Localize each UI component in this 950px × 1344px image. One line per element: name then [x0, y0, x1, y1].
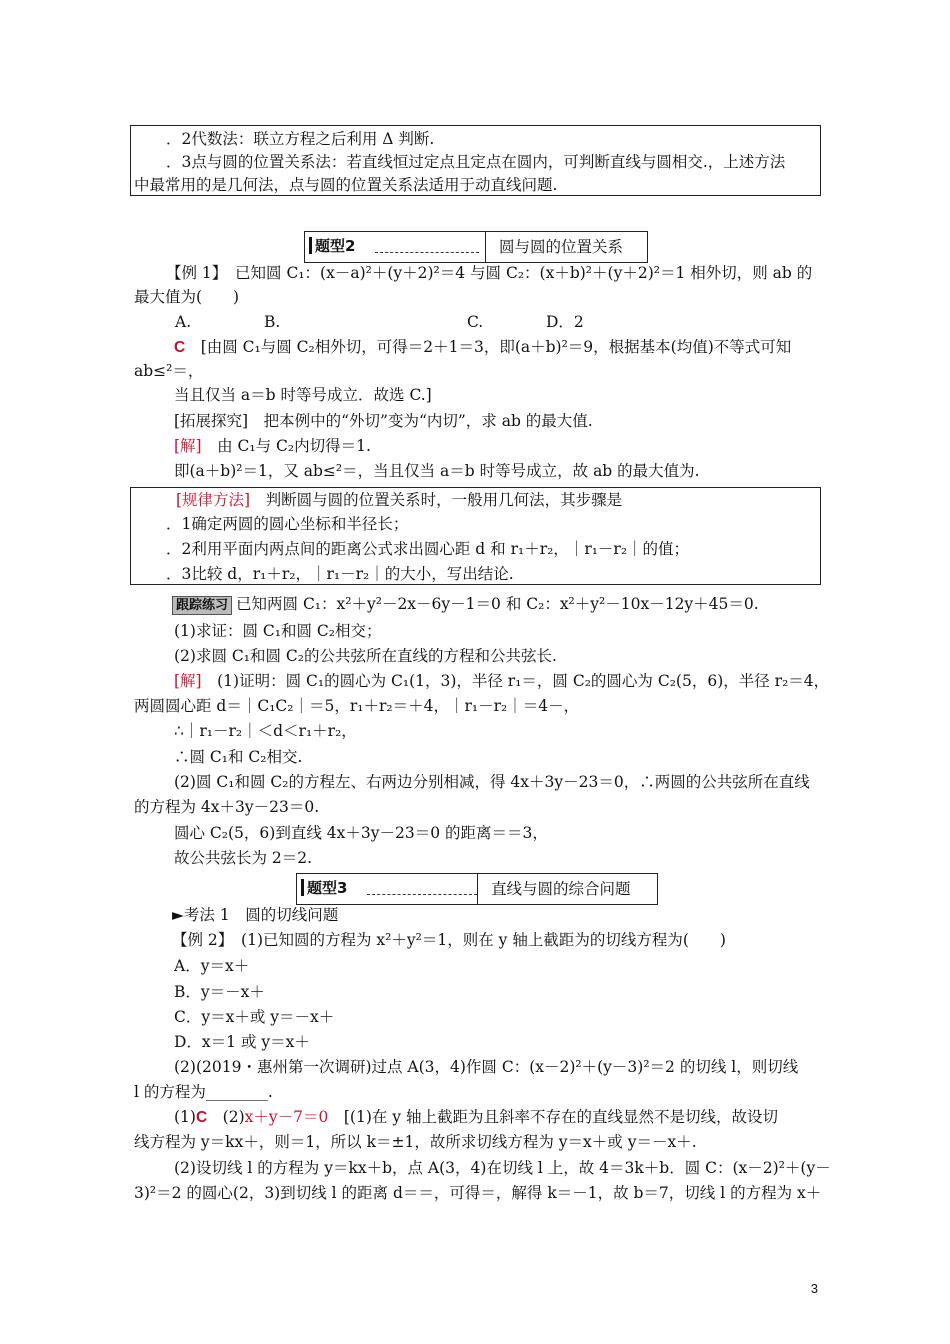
example2-q2-line-2: l 的方程为________. — [134, 1083, 273, 1101]
example1-stem-1: 【例 1】 已知圆 C₁：(x－a)²＋(y＋2)²＝4 与圆 C₂：(x＋b)²＋(y＋2)²＝1 相外切，则 ab 的 — [166, 264, 813, 282]
section-title: 圆与圆的位置关系 — [499, 238, 624, 256]
example2-option-c: C．y＝x＋或 y＝－x＋ — [174, 1008, 335, 1026]
page-number: 3 — [810, 1281, 818, 1296]
practice-q1: (1)求证：圆 C₁和圆 C₂相交； — [174, 622, 382, 640]
practice-solution-5: (2)圆 C₁和圆 C₂的方程左、右两边分别相减，得 4x＋3y－23＝0，∴两圆的公共弦所在直线 — [174, 773, 810, 791]
example1-option-b: B. — [264, 313, 281, 331]
example2-solution-4: 3)²＝2 的圆心(2，3)到切线 l 的距离 d＝＝，可得＝，解得 k＝－1，故 b＝7，切线 l 的方程为 x＋ — [134, 1184, 822, 1202]
example1-option-c: C. — [467, 313, 484, 331]
answer-1: C — [195, 1109, 208, 1126]
practice-stem: 跟踪练习 已知两圆 C₁：x²＋y²－2x－6y－1＝0 和 C₂：x²＋y²－10x－12y＋45＝0. — [172, 593, 759, 615]
example1-option-d: D．2 — [546, 313, 584, 331]
example2-solution-3: (2)设切线 l 的方程为 y＝kx＋b，点 A(3，4)在切线 l 上，故 4＝3k＋b．圆 C：(x－2)²＋(y－ — [174, 1159, 831, 1177]
practice-solution-4: ∴圆 C₁和 C₂相交. — [174, 748, 303, 766]
example2-answer-line: (1)C (2)x＋y－7＝0 [(1)在 y 轴上截距为且斜率不存在的直线显然不是切线，故设切 — [174, 1108, 778, 1126]
practice-solution-7: 圆心 C₂(5，6)到直线 4x＋3y－23＝0 的距离＝＝3， — [174, 824, 548, 842]
example2-solution-2: 线方程为 y＝kx＋，则＝1，所以 k＝±1，故所求切线方程为 y＝x＋或 y＝－x＋. — [134, 1133, 697, 1151]
header-dash — [367, 894, 477, 895]
extension-answer-1: [解] 由 C₁与 C₂内切得＝1. — [174, 437, 371, 455]
header-divider — [485, 232, 486, 262]
example1-stem-2: 最大值为( ) — [134, 288, 240, 306]
section-tag: 题型2 — [309, 235, 355, 256]
summary-line-3: 中最常用的是几何法，点与圆的位置关系法适用于动直线问题. — [134, 176, 558, 194]
method-line-2: ．1确定两圆的圆心坐标和半径长； — [166, 515, 409, 533]
jie-label: [解] — [174, 437, 202, 455]
answer-2: x＋y－7＝0 — [244, 1108, 329, 1126]
header-dash — [375, 252, 479, 253]
extension-answer-2: 即(a＋b)²＝1，又 ab≤²＝，当且仅当 a＝b 时等号成立，故 ab 的最大值为. — [174, 462, 700, 480]
method-line-1: [规律方法] 判断圆与圆的位置关系时，一般用几何法，其步骤是 — [176, 491, 623, 509]
section-title: 直线与圆的综合问题 — [491, 880, 631, 898]
summary-line-1: ．2代数法：联立方程之后利用 Δ 判断. — [166, 130, 435, 148]
section-header-type2 — [304, 231, 648, 263]
summary-line-2: ．3点与圆的位置关系法：若直线恒过定点且定点在圆内，可判断直线与圆相交.，上述方法 — [166, 153, 786, 171]
example1-solution-2: ab≤²＝， — [134, 362, 204, 380]
example1-solution-3: 当且仅当 a＝b 时等号成立．故选 C.] — [174, 386, 432, 404]
example1-option-a: A. — [175, 313, 192, 331]
practice-solution-3: ∴｜r₁－r₂｜＜d＜r₁＋r₂， — [174, 722, 357, 740]
method-line-3: ．2利用平面内两点间的距离公式求出圆心距 d 和 r₁＋r₂，｜r₁－r₂｜的值； — [166, 540, 690, 558]
jie-label: [解] — [174, 672, 202, 690]
example-label: 【例 2】 — [172, 931, 226, 949]
example1-solution-1: C [由圆 C₁与圆 C₂相外切，可得＝2＋1＝3，即(a＋b)²＝9，根据基本(均值)不等式可知 — [174, 338, 792, 356]
kaofa-heading: ►考法 1 圆的切线问题 — [172, 906, 339, 924]
header-divider — [477, 874, 478, 904]
method-label: [规律方法] — [176, 491, 251, 509]
practice-badge: 跟踪练习 — [172, 596, 232, 615]
section-header-type3 — [296, 873, 658, 905]
example2-q2-line-1: (2)(2019・惠州第一次调研)过点 A(3，4)作圆 C：(x－2)²＋(y－3)²＝2 的切线 l，则切线 — [174, 1058, 799, 1076]
method-line-4: ．3比较 d，r₁＋r₂，｜r₁－r₂｜的大小，写出结论. — [166, 565, 514, 583]
practice-solution-2: 两圆圆心距 d＝｜C₁C₂｜＝5，r₁＋r₂＝＋4，｜r₁－r₂｜＝4－， — [134, 697, 580, 715]
example2-stem: 【例 2】 (1)已知圆的方程为 x²＋y²＝1，则在 y 轴上截距为的切线方程为( ) — [172, 931, 726, 949]
practice-solution-8: 故公共弦长为 2＝2. — [174, 849, 313, 867]
section-tag: 题型3 — [301, 877, 347, 898]
practice-q2: (2)求圆 C₁和圆 C₂的公共弦所在直线的方程和公共弦长. — [174, 647, 557, 665]
example2-option-b: B．y＝－x＋ — [174, 983, 265, 1001]
practice-solution-1: [解] (1)证明：圆 C₁的圆心为 C₁(1，3)，半径 r₁＝，圆 C₂的圆心为 C₂(5，6)，半径 r₂＝4， — [174, 672, 830, 690]
answer-letter: C — [174, 339, 186, 356]
example2-option-a: A．y＝x＋ — [174, 957, 250, 975]
example2-option-d: D．x＝1 或 y＝x＋ — [174, 1033, 310, 1051]
extension-question: [拓展探究] 把本例中的“外切”变为“内切”，求 ab 的最大值. — [174, 412, 593, 430]
example-label: 【例 1】 — [166, 264, 220, 282]
practice-solution-6: 的方程为 4x＋3y－23＝0. — [134, 798, 320, 816]
